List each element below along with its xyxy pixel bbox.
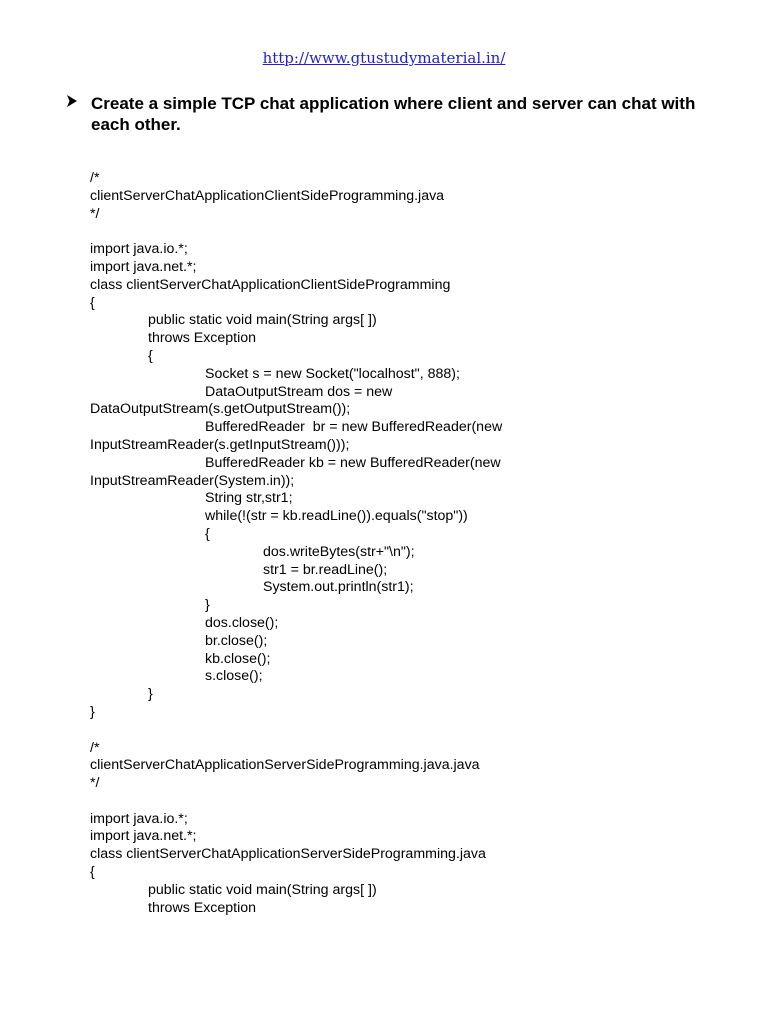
code-line: /* <box>90 739 100 756</box>
question-text: Create a simple TCP chat application where client and server can chat with each other. <box>91 94 696 134</box>
code-line: s.close(); <box>205 668 263 685</box>
code-line: import java.io.*; <box>90 241 188 258</box>
code-blank-line <box>90 722 750 740</box>
code-line: InputStreamReader(System.in)); <box>90 472 295 489</box>
code-line: } <box>205 597 210 614</box>
code-line: import java.io.*; <box>90 810 188 827</box>
code-blank-line <box>90 793 750 811</box>
code-line: BufferedReader kb = new BufferedReader(new <box>205 454 501 471</box>
code-line: dos.close(); <box>205 614 279 631</box>
code-line: while(!(str = kb.readLine()).equals("stop")) <box>205 508 468 525</box>
code-line: br.close(); <box>205 632 268 649</box>
code-line: Socket s = new Socket("localhost", 888); <box>205 365 460 382</box>
code-line: public static void main(String args[ ]) <box>148 312 377 329</box>
code-listing <box>90 170 750 917</box>
code-line: BufferedReader br = new BufferedReader(new <box>205 419 503 436</box>
site-header <box>0 48 768 68</box>
code-line: public static void main(String args[ ]) <box>148 881 377 898</box>
code-line: import java.net.*; <box>90 828 197 845</box>
code-line: DataOutputStream dos = new <box>205 383 393 400</box>
code-line: String str,str1; <box>205 490 293 507</box>
code-line: { <box>90 294 95 311</box>
code-line: throws Exception <box>148 330 257 347</box>
question-heading <box>66 93 706 135</box>
code-line: dos.writeBytes(str+"\n"); <box>263 543 415 560</box>
code-line: System.out.println(str1); <box>263 579 414 596</box>
code-line: class clientServerChatApplicationClientSideProgramming <box>90 276 451 293</box>
code-line: clientServerChatApplicationClientSideProgramming.java <box>90 187 445 204</box>
code-line: } <box>148 686 153 703</box>
code-line: { <box>148 347 153 364</box>
code-line: */ <box>90 775 100 792</box>
code-line: */ <box>90 205 100 222</box>
code-blank-line <box>90 223 750 241</box>
code-line: { <box>90 864 95 881</box>
code-line: DataOutputStream(s.getOutputStream()); <box>90 401 351 418</box>
arrow-bullet-icon <box>66 94 80 108</box>
code-line: throws Exception <box>148 899 257 916</box>
code-line: } <box>90 703 95 720</box>
code-line: /* <box>90 170 100 186</box>
code-line: { <box>205 525 210 542</box>
site-url-link[interactable]: http://www.gtustudymaterial.in/ <box>262 49 506 67</box>
code-line: import java.net.*; <box>90 258 197 275</box>
code-line: class clientServerChatApplicationServerSideProgramming.java <box>90 846 486 863</box>
code-line: clientServerChatApplicationServerSideProgramming.java.java <box>90 757 480 774</box>
code-line: str1 = br.readLine(); <box>263 561 388 578</box>
code-line: kb.close(); <box>205 650 271 667</box>
code-line: InputStreamReader(s.getInputStream())); <box>90 436 350 453</box>
